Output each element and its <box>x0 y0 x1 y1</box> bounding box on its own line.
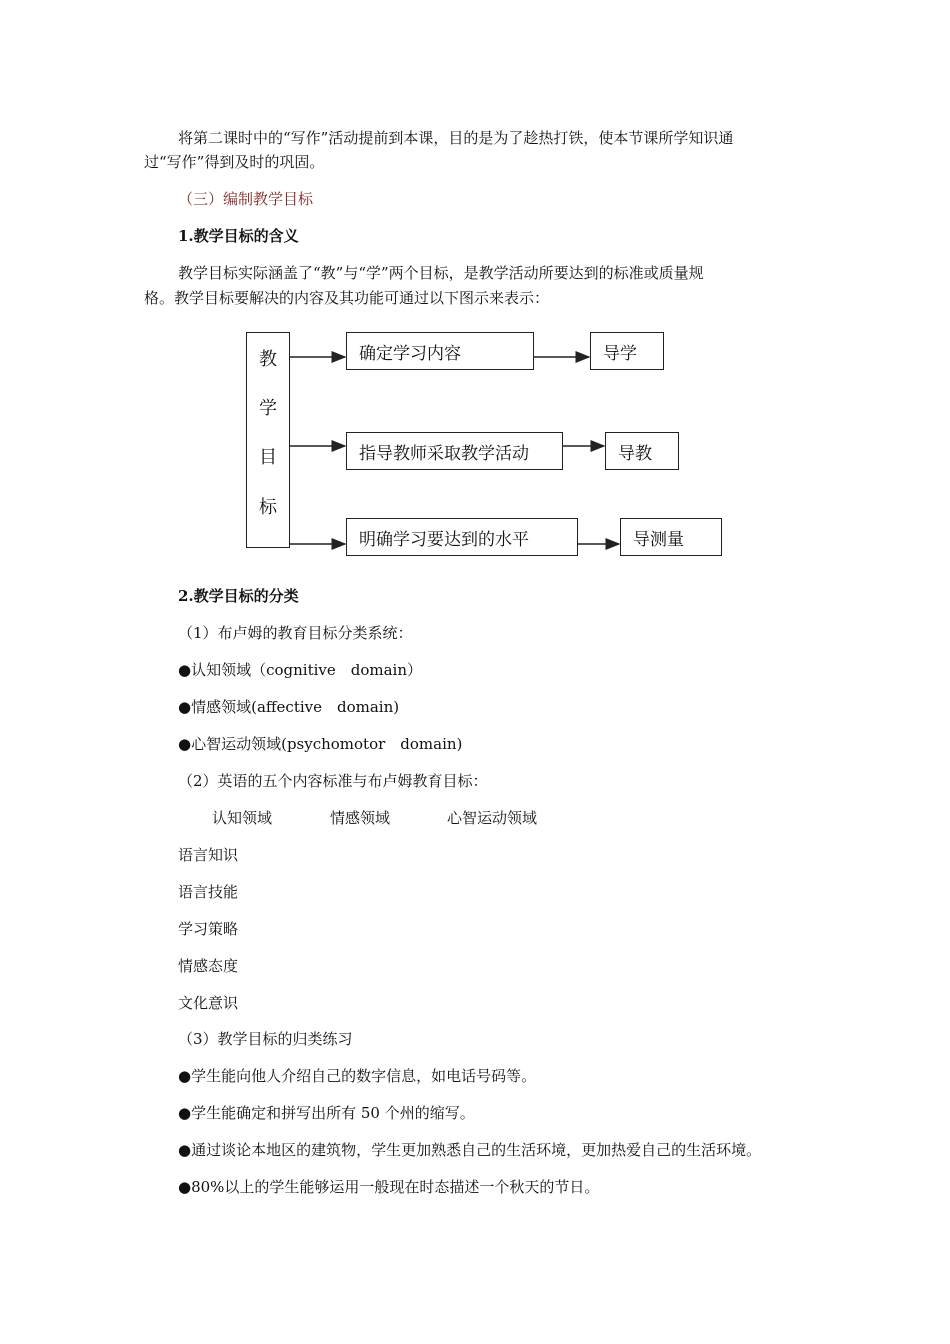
column-cognitive: 认知领域 <box>212 809 273 827</box>
list-item-2: （2）英语的五个内容标准与布卢姆教育目标： <box>178 772 488 790</box>
list-item-1: （1）布卢姆的教育目标分类系统： <box>178 624 413 642</box>
row-label: 语言技能 <box>178 883 239 901</box>
bullet-psychomotor: ●心智运动领域(psychomotor domain) <box>178 735 463 753</box>
row-label: 情感态度 <box>178 957 239 975</box>
subsection-heading-2: 2.教学目标的分类 <box>178 587 299 605</box>
vertical-char-4: 标 <box>259 497 277 518</box>
teaching-objectives-box <box>246 332 290 548</box>
column-affective: 情感领域 <box>330 809 391 827</box>
row-label: 语言知识 <box>178 846 239 864</box>
intro-line-2: 过“写作”得到及时的巩固。 <box>144 153 325 171</box>
box-guide-learning: 导学 <box>590 332 664 370</box>
bullet-cognitive: ●认知领域（cognitive domain） <box>178 661 423 679</box>
subsection-heading-1: 1.教学目标的含义 <box>178 227 299 245</box>
box-guide-measurement: 导测量 <box>620 518 722 556</box>
box-determine-content: 确定学习内容 <box>346 332 534 370</box>
practice-bullet: ●学生能确定和拼写出所有 50 个州的缩写。 <box>178 1104 475 1122</box>
paragraph-line-2: 格。教学目标要解决的内容及其功能可通过以下图示来表示： <box>144 289 550 307</box>
vertical-char-3: 目 <box>259 447 277 468</box>
practice-bullet: ●80%以上的学生能够运用一般现在时态描述一个秋天的节日。 <box>178 1178 600 1196</box>
intro-line-1: 将第二课时中的“写作”活动提前到本课，目的是为了趁热打铁，使本节课所学知识通 <box>178 129 734 147</box>
box-guide-teaching: 导教 <box>605 432 679 470</box>
vertical-char-2: 学 <box>259 398 277 419</box>
practice-bullet: ●学生能向他人介绍自己的数字信息，如电话号码等。 <box>178 1067 537 1085</box>
section-heading: （三）编制教学目标 <box>178 190 314 208</box>
bullet-affective: ●情感领域(affective domain) <box>178 698 400 716</box>
row-label: 文化意识 <box>178 994 239 1012</box>
list-item-3: （3）教学目标的归类练习 <box>178 1030 353 1048</box>
column-psychomotor: 心智运动领域 <box>447 809 538 827</box>
vertical-char-1: 教 <box>259 349 277 370</box>
box-guide-teacher: 指导教师采取教学活动 <box>346 432 563 470</box>
box-clarify-level: 明确学习要达到的水平 <box>346 518 578 556</box>
paragraph-line-1: 教学目标实际涵盖了“教”与“学”两个目标，是教学活动所要达到的标准或质量规 <box>178 264 704 282</box>
practice-bullet: ●通过谈论本地区的建筑物，学生更加熟悉自己的生活环境，更加热爱自己的生活环境。 <box>178 1141 762 1159</box>
teaching-objectives-diagram <box>240 328 730 560</box>
row-label: 学习策略 <box>178 920 239 938</box>
